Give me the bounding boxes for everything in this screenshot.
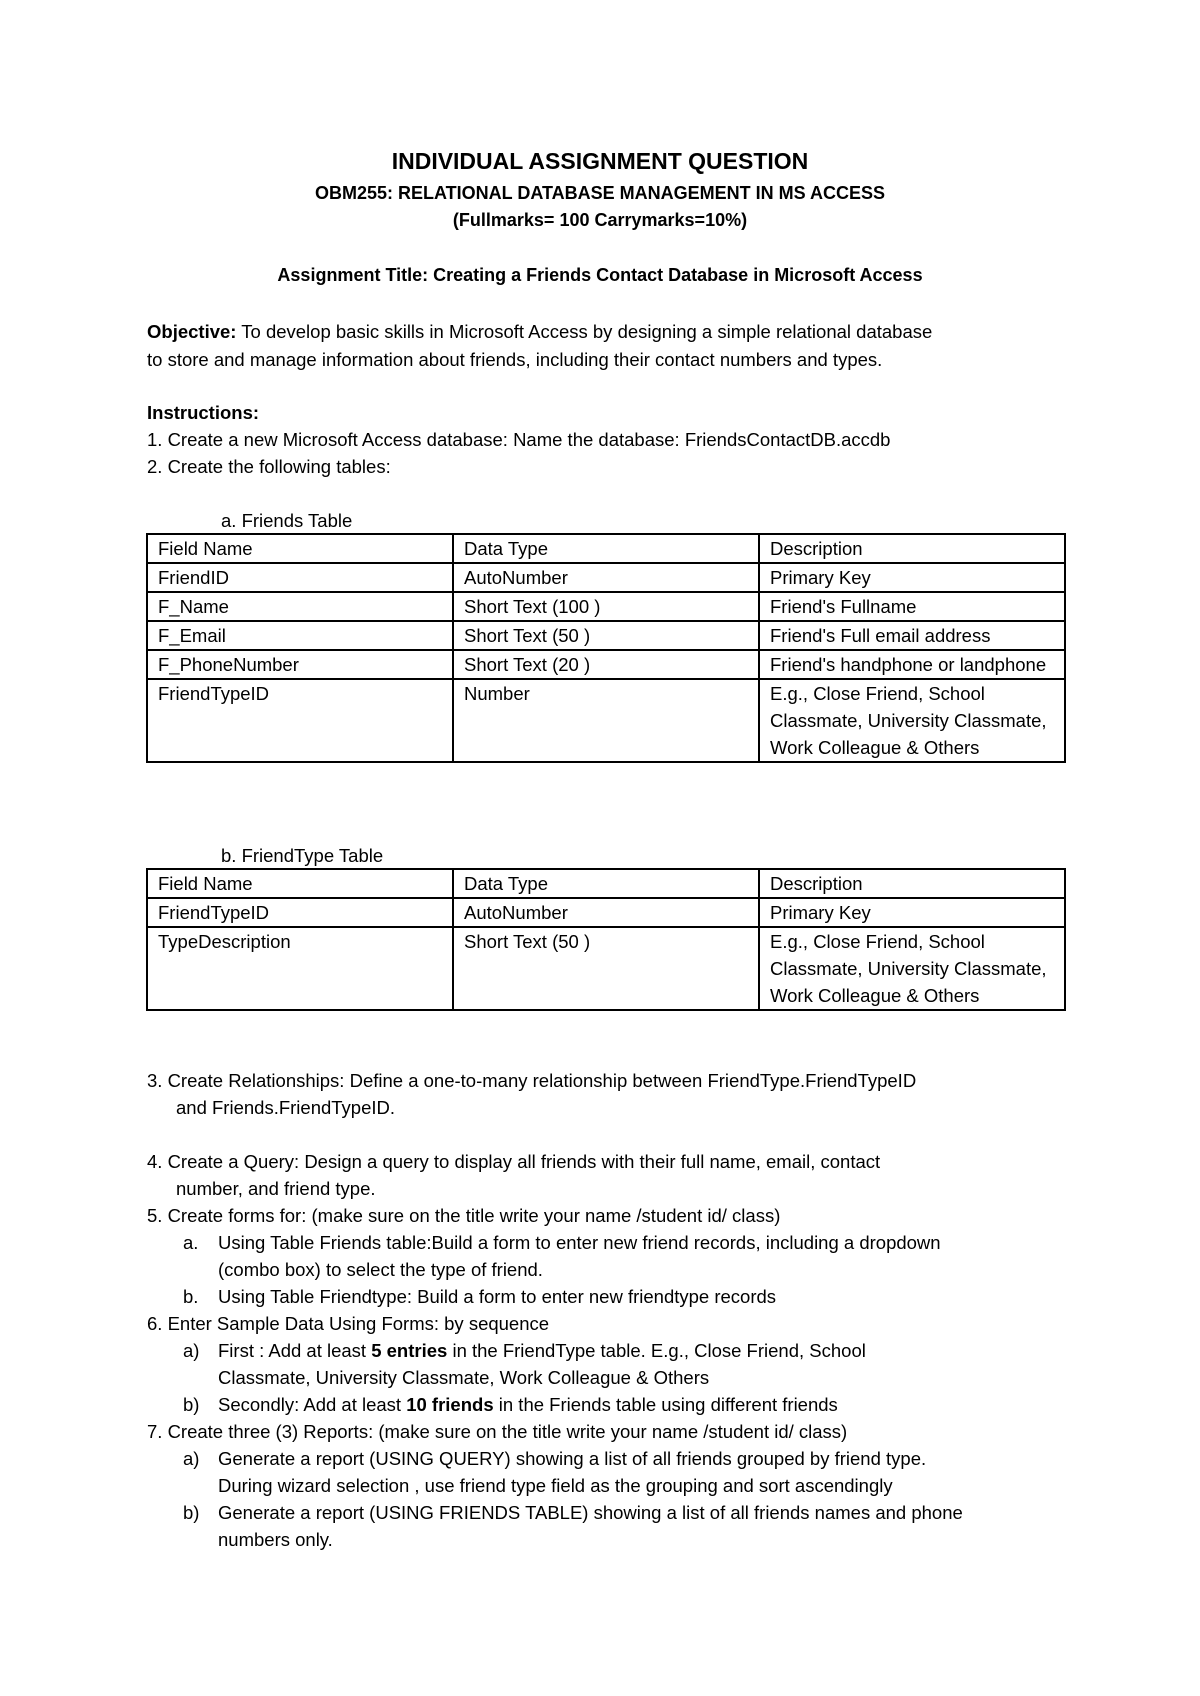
step-7b-line-1: Generate a report (USING FRIENDS TABLE) showing a list of all friends names and phone (218, 1502, 963, 1523)
objective-line-2: to store and manage information about friends, including their contact numbers and types. (147, 349, 883, 370)
table-cell: Friend's Full email address (759, 621, 1065, 650)
table-cell: Number (453, 679, 759, 762)
table-cell: AutoNumber (453, 563, 759, 592)
step-5b-marker: b. (183, 1286, 199, 1307)
objective-line-1 (147, 318, 932, 345)
step-7b-marker: b) (183, 1502, 200, 1523)
table-row (147, 563, 1065, 592)
step-7a-line-1: Generate a report (USING QUERY) showing a list of all friends grouped by friend type. (218, 1448, 927, 1469)
table-cell: FriendID (147, 563, 453, 592)
table-row (147, 927, 1065, 1010)
table-cell: Friend's handphone or landphone (759, 650, 1065, 679)
table-row (147, 592, 1065, 621)
table-row (147, 650, 1065, 679)
table-cell: Primary Key (759, 563, 1065, 592)
step-6b-marker: b) (183, 1394, 200, 1415)
step-6a-text-post: in the FriendType table. E.g., Close Friend, School (447, 1340, 866, 1361)
step-6a-text-pre: First : Add at least (218, 1340, 372, 1361)
step-6a-marker: a) (183, 1340, 200, 1361)
step-6b-line (218, 1394, 838, 1416)
table-cell: Short Text (20 ) (453, 650, 759, 679)
header-cell: Field Name (147, 869, 453, 898)
step-6b-text-post: in the Friends table using different friends (493, 1394, 838, 1415)
course-code: OBM255: RELATIONAL DATABASE MANAGEMENT IN MS ACCESS (314, 183, 886, 203)
table-cell: F_Name (147, 592, 453, 621)
step-6: 6. Enter Sample Data Using Forms: by sequence (147, 1313, 550, 1334)
step-5: 5. Create forms for: (make sure on the title write your name /student id/ class) (147, 1205, 781, 1226)
table-cell: F_Email (147, 621, 453, 650)
step-3-line-1: 3. Create Relationships: Define a one-to-many relationship between FriendType.FriendTypeID (147, 1070, 917, 1091)
step-4-line-1: 4. Create a Query: Design a query to display all friends with their full name, email, contact (147, 1151, 881, 1172)
step-6b-emphasis: 10 friends (406, 1394, 494, 1415)
table-cell: Friend's Fullname (759, 592, 1065, 621)
friends-table (146, 533, 1066, 763)
step-7a-line-2: During wizard selection , use friend type field as the grouping and sort ascendingly (218, 1475, 893, 1496)
table-cell: E.g., Close Friend, School Classmate, University Classmate, Work Colleague & Others (759, 679, 1065, 762)
header-cell: Data Type (453, 534, 759, 563)
step-4-line-2: number, and friend type. (176, 1178, 376, 1199)
objective-text-1: To develop basic skills in Microsoft Access by designing a simple relational database (236, 321, 933, 342)
step-7b-line-2: numbers only. (218, 1529, 333, 1550)
table-cell: Short Text (100 ) (453, 592, 759, 621)
table-cell: Primary Key (759, 898, 1065, 927)
friendtype-table-caption: b. FriendType Table (221, 845, 384, 866)
step-6a-line-1 (218, 1340, 866, 1362)
table-cell: AutoNumber (453, 898, 759, 927)
step-6b-text-pre: Secondly: Add at least (218, 1394, 407, 1415)
table-header-row (147, 869, 1065, 898)
step-7a-marker: a) (183, 1448, 200, 1469)
step-3-line-2: and Friends.FriendTypeID. (176, 1097, 396, 1118)
table-cell: FriendTypeID (147, 898, 453, 927)
table-cell: Short Text (50 ) (453, 621, 759, 650)
step-5a-marker: a. (183, 1232, 199, 1253)
step-6a-line-2: Classmate, University Classmate, Work Colleague & Others (218, 1367, 710, 1388)
header-cell: Field Name (147, 534, 453, 563)
table-cell: Short Text (50 ) (453, 927, 759, 1010)
table-cell: TypeDescription (147, 927, 453, 1010)
assignment-title: Assignment Title: Creating a Friends Contact Database in Microsoft Access (277, 265, 923, 285)
friendtype-table (146, 868, 1066, 1011)
instruction-step-1: 1. Create a new Microsoft Access database: Name the database: FriendsContactDB.accdb (147, 429, 891, 450)
step-5a-line-1: Using Table Friends table:Build a form to enter new friend records, including a dropdown (218, 1232, 941, 1253)
instructions-heading: Instructions: (147, 402, 260, 423)
table-cell: FriendTypeID (147, 679, 453, 762)
table-cell: F_PhoneNumber (147, 650, 453, 679)
table-row (147, 679, 1065, 762)
table-row (147, 898, 1065, 927)
objective-label: Objective: (147, 321, 237, 342)
document-title: INDIVIDUAL ASSIGNMENT QUESTION (391, 148, 809, 174)
step-5a-line-2: (combo box) to select the type of friend. (218, 1259, 543, 1280)
marks-info: (Fullmarks= 100 Carrymarks=10%) (452, 210, 748, 230)
header-cell: Description (759, 534, 1065, 563)
table-row (147, 621, 1065, 650)
step-7: 7. Create three (3) Reports: (make sure on the title write your name /student id/ class) (147, 1421, 848, 1442)
step-5b: Using Table Friendtype: Build a form to enter new friendtype records (218, 1286, 777, 1307)
table-header-row (147, 534, 1065, 563)
header-cell: Description (759, 869, 1065, 898)
header-cell: Data Type (453, 869, 759, 898)
step-6a-emphasis: 5 entries (371, 1340, 448, 1361)
friends-table-caption: a. Friends Table (221, 510, 353, 531)
instruction-step-2: 2. Create the following tables: (147, 456, 391, 477)
table-cell: E.g., Close Friend, School Classmate, University Classmate, Work Colleague & Others (759, 927, 1065, 1010)
